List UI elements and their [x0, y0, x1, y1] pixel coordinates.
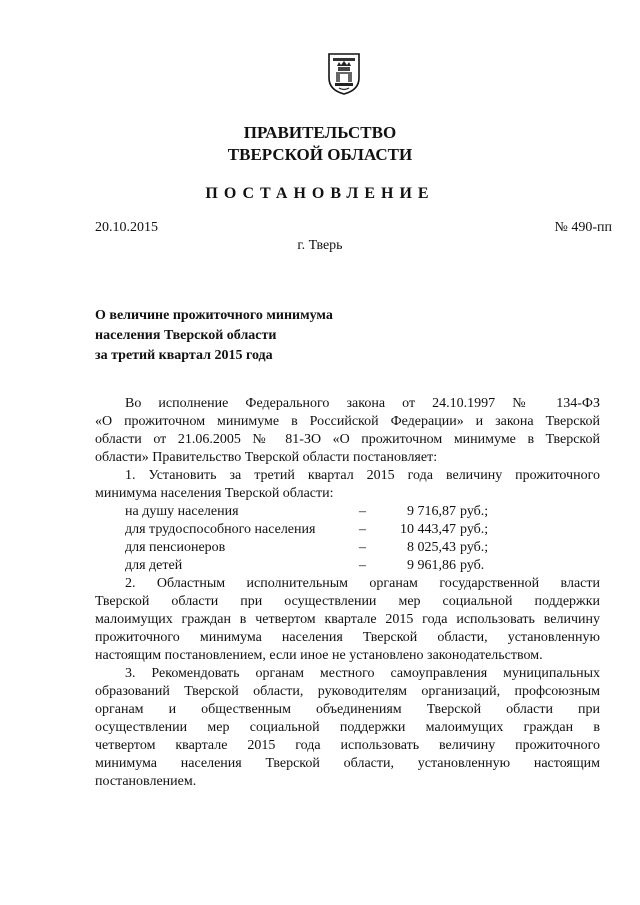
amount-row [95, 539, 600, 557]
paragraph-2-line: настоящим постановлением, если иное не установлено законодательством. [95, 648, 543, 663]
amount-dash: – [359, 558, 366, 573]
intro-line: области» Правительство Тверской области постановляет: [95, 450, 438, 465]
document-subject [95, 306, 333, 366]
subsistence-minimum-list [95, 503, 600, 575]
subject-line: за третий квартал 2015 года [95, 348, 273, 363]
paragraph-3-line: минимума населения Тверской области, установленную настоящим [95, 756, 600, 771]
paragraph-3-line: 3. Рекомендовать органам местного самоуправления муниципальных [125, 666, 600, 681]
amount-currency: руб.; [460, 522, 489, 537]
paragraph-3-line: органам и общественным объединениям Тверской области при [95, 702, 600, 717]
organization-name-line1: ПРАВИТЕЛЬСТВО [243, 123, 397, 142]
intro-line: Во исполнение Федерального закона от 24.10.1997 № 134-ФЗ [125, 396, 600, 411]
paragraph-3-line: осуществлении мер социальной поддержки малоимущих граждан в [95, 720, 600, 735]
amount-currency: руб. [460, 558, 485, 573]
document-date: 20.10.2015 [95, 220, 158, 235]
paragraph-2-line: 2. Областным исполнительным органам государственной власти [125, 576, 600, 591]
amount-row [95, 503, 600, 521]
paragraph-3-line: образований Тверской области, руководителям организаций, профсоюзным [95, 684, 600, 699]
amount-category: для детей [125, 558, 183, 573]
paragraph-1-line: 1. Установить за третий квартал 2015 года величину прожиточного [125, 468, 600, 483]
amount-row [95, 521, 600, 539]
amount-row [95, 557, 600, 575]
intro-line: «О прожиточном минимуме в Российской Федерации» и закона Тверской [95, 414, 600, 429]
amount-category: на душу населения [125, 504, 239, 519]
amount-dash: – [359, 540, 366, 555]
amount-dash: – [359, 522, 366, 537]
document-city: г. Тверь [297, 238, 343, 253]
paragraph-3-line: постановлением. [95, 774, 197, 789]
amount-value: 8 025,43 [407, 540, 456, 555]
amount-value: 9 716,87 [407, 504, 456, 519]
amount-value: 10 443,47 [400, 522, 456, 537]
paragraph-1-line: минимума населения Тверской области: [95, 486, 334, 501]
subject-line: населения Тверской области [95, 328, 277, 343]
organization-name-line2: ТВЕРСКОЙ ОБЛАСТИ [227, 145, 413, 164]
paragraph-3-line: четвертом квартале 2015 года использовать величину прожиточного [95, 738, 600, 753]
amount-currency: руб.; [460, 504, 489, 519]
amount-currency: руб.; [460, 540, 489, 555]
paragraph-2-line: малоимущих граждан в четвертом квартале 2015 года использовать величину [95, 612, 600, 627]
subject-line: О величине прожиточного минимума [95, 308, 333, 323]
amount-category: для трудоспособного населения [125, 522, 316, 537]
amount-category: для пенсионеров [125, 540, 226, 555]
tver-coat-of-arms-icon [327, 52, 361, 96]
amount-value: 9 961,86 [407, 558, 456, 573]
document-number: № 490-пп [554, 220, 612, 235]
document-body [95, 395, 600, 791]
amount-dash: – [359, 504, 366, 519]
document-type-title: ПОСТАНОВЛЕНИЕ [205, 185, 435, 202]
paragraph-2-line: прожиточного минимума населения Тверской области, установленную [95, 630, 600, 645]
intro-line: области от 21.06.2005 № 81-ЗО «О прожиточном минимуме в Тверской [95, 432, 600, 447]
paragraph-2-line: Тверской области при осуществлении мер социальной поддержки [95, 594, 600, 609]
